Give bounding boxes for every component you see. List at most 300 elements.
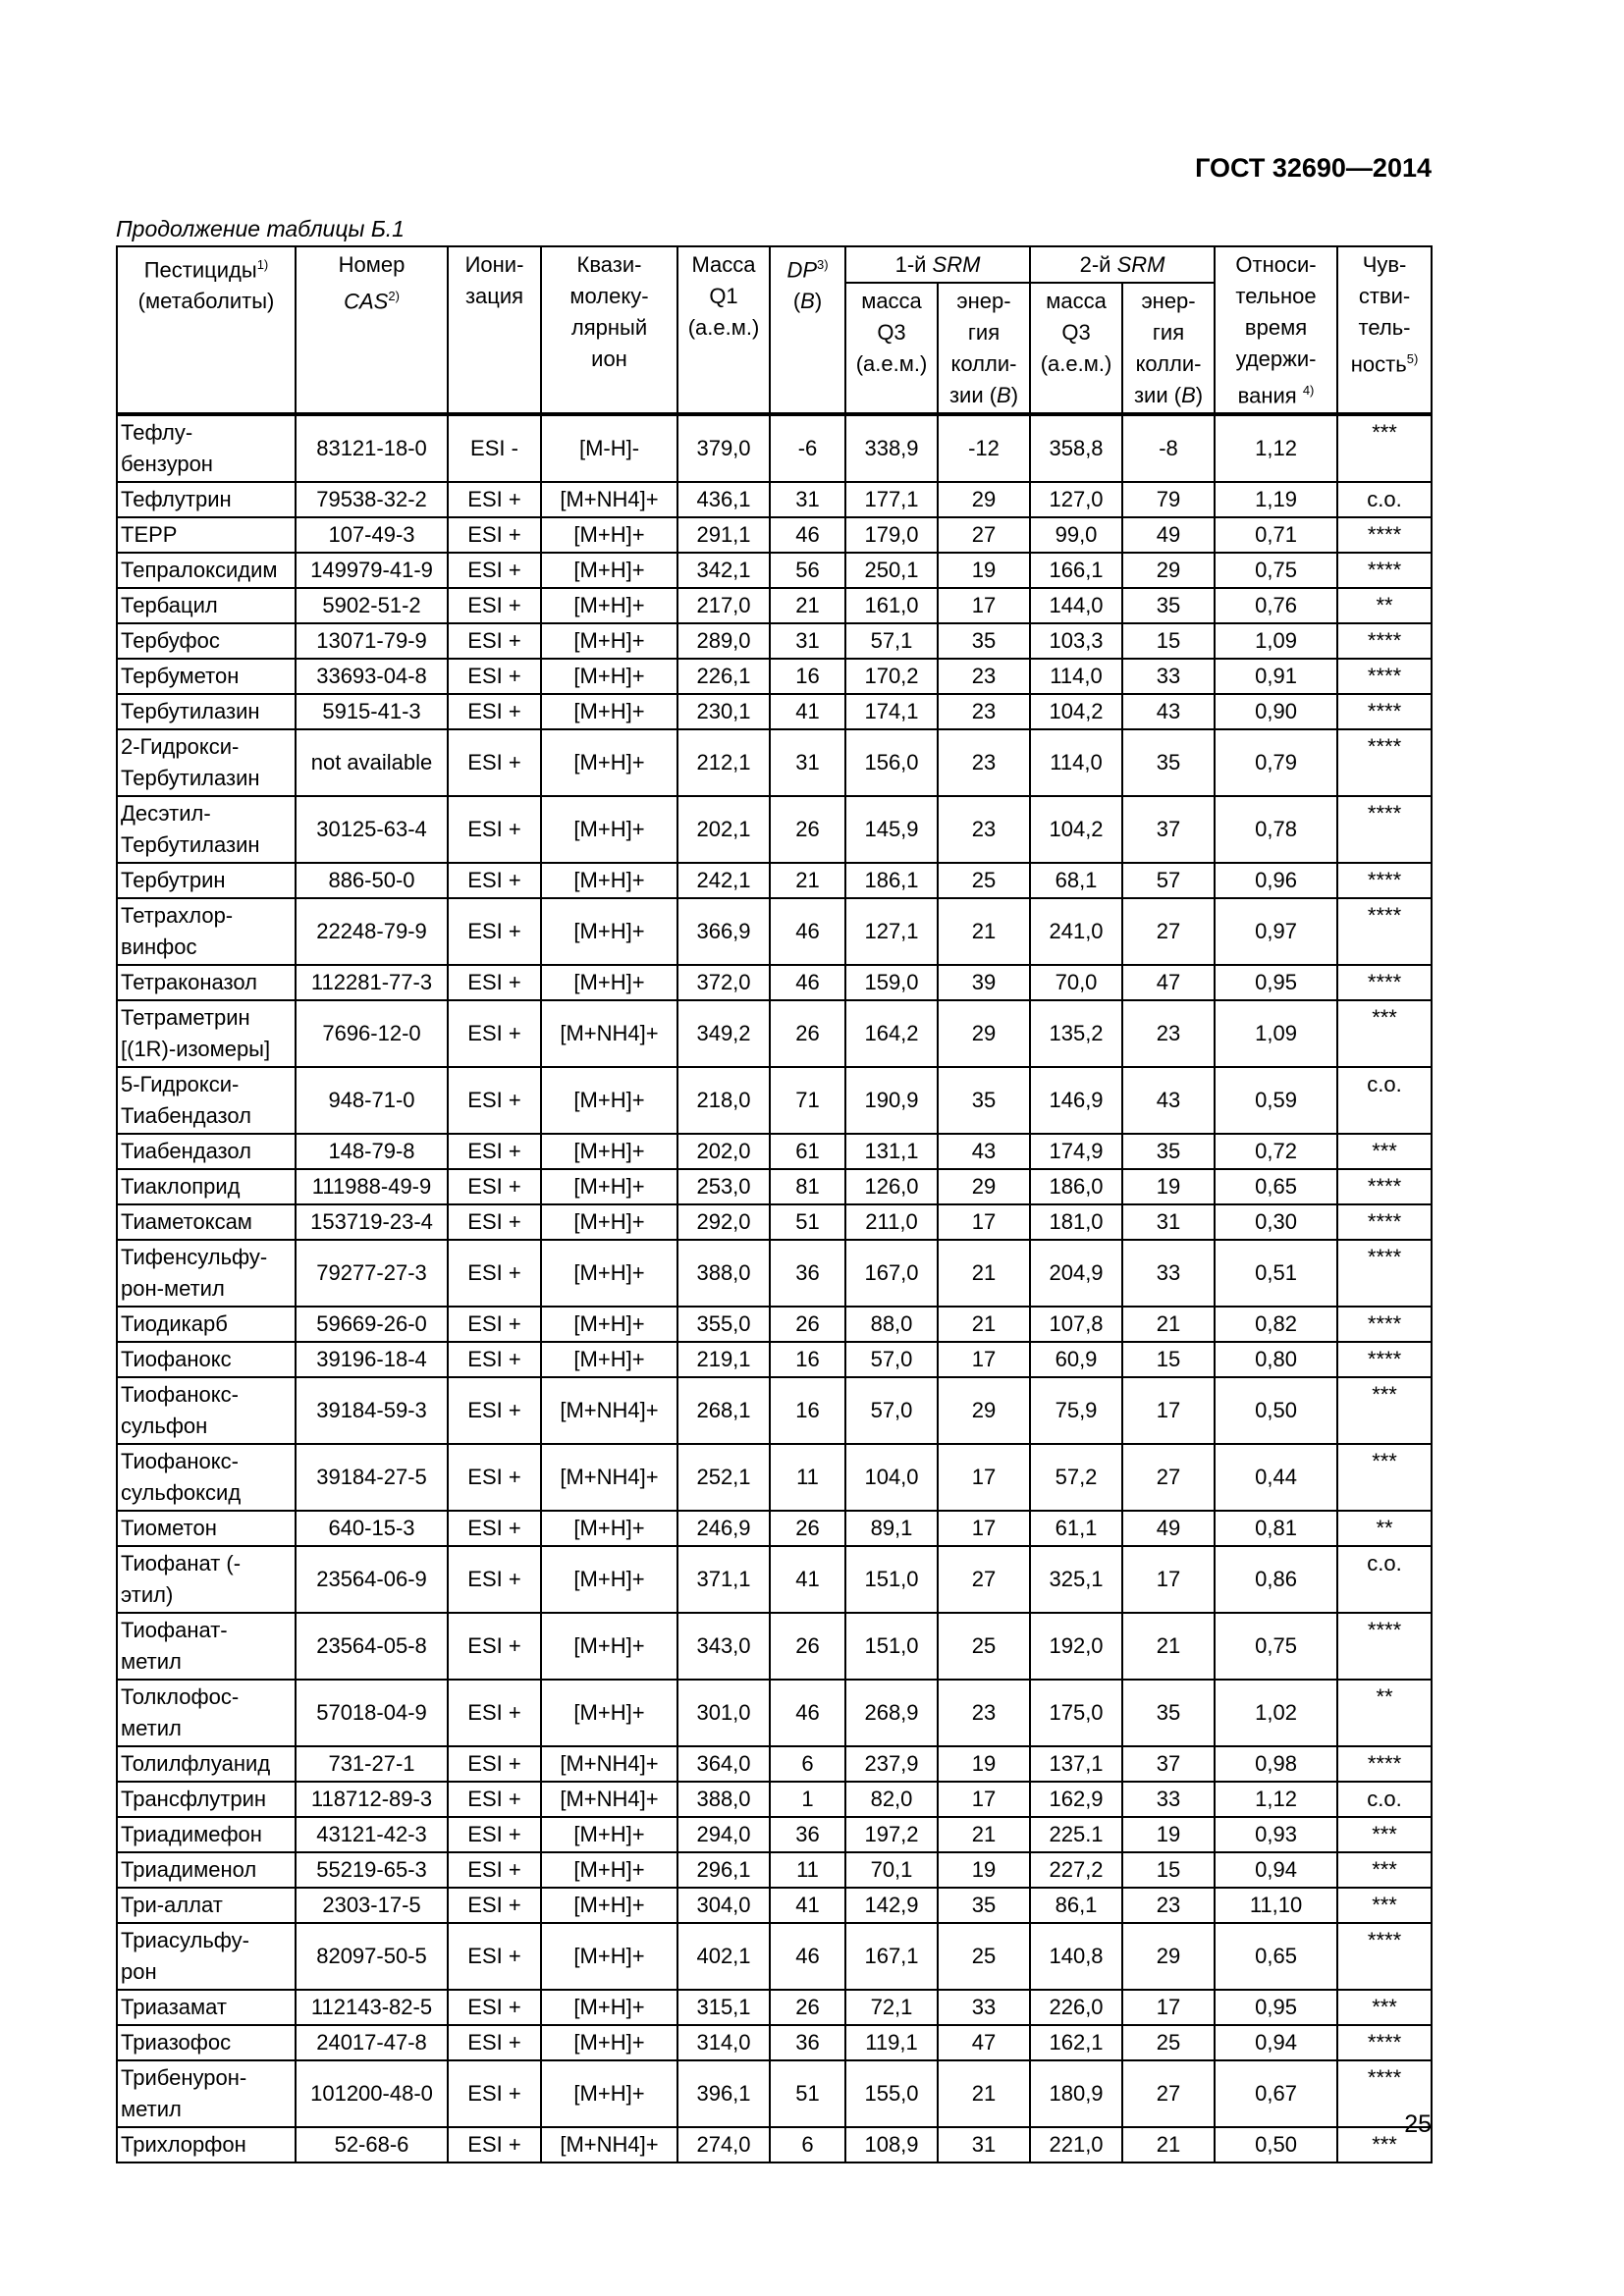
cell-srm1-energy: 17 — [938, 1444, 1030, 1511]
cell-ionization: ESI + — [448, 1342, 541, 1377]
table-row — [117, 1067, 1432, 1134]
cell-name: Тиаметоксам — [117, 1204, 296, 1240]
cell-ionization: ESI + — [448, 1307, 541, 1342]
cell-srm1-q3: 338,9 — [845, 414, 938, 482]
cell-srm1-q3: 177,1 — [845, 482, 938, 517]
cell-srm2-q3: 226,0 — [1030, 1990, 1122, 2025]
cell-ionization: ESI + — [448, 1680, 541, 1746]
header-srm1-energy: энер- гия колли- зии (B) — [938, 283, 1030, 414]
cell-srm1-energy: 29 — [938, 1000, 1030, 1067]
table-row — [117, 1817, 1432, 1852]
cell-srm1-q3: 145,9 — [845, 796, 938, 863]
cell-name: Тербуметон — [117, 659, 296, 694]
cell-dp: 36 — [770, 1817, 845, 1852]
cell-sens: ** — [1337, 1511, 1432, 1546]
cell-ion: [M+H]+ — [541, 2025, 677, 2060]
cell-srm1-q3: 72,1 — [845, 1990, 938, 2025]
cell-rt: 0,72 — [1215, 1134, 1337, 1169]
cell-srm2-energy: 35 — [1122, 588, 1215, 623]
cell-srm1-energy: 23 — [938, 796, 1030, 863]
cell-srm2-energy: 43 — [1122, 694, 1215, 729]
cell-sens: c.o. — [1337, 1546, 1432, 1613]
cell-q1: 366,9 — [677, 898, 770, 965]
cell-name: Тепралоксидим — [117, 553, 296, 588]
cell-srm2-energy: 35 — [1122, 1680, 1215, 1746]
cell-srm2-q3: 162,9 — [1030, 1782, 1122, 1817]
cell-srm2-energy: 19 — [1122, 1817, 1215, 1852]
cell-name: Тиофанат (- этил) — [117, 1546, 296, 1613]
cell-sens: **** — [1337, 1204, 1432, 1240]
cell-ion: [M+H]+ — [541, 553, 677, 588]
table-row — [117, 796, 1432, 863]
cell-srm2-energy: 43 — [1122, 1067, 1215, 1134]
cell-name: Тербутилазин — [117, 694, 296, 729]
cell-srm1-q3: 126,0 — [845, 1169, 938, 1204]
table-row — [117, 1613, 1432, 1680]
cell-cas: 52-68-6 — [296, 2127, 448, 2163]
cell-ion: [M+H]+ — [541, 1546, 677, 1613]
cell-rt: 1,19 — [1215, 482, 1337, 517]
cell-sens: *** — [1337, 1444, 1432, 1511]
cell-ionization: ESI + — [448, 863, 541, 898]
cell-cas: 57018-04-9 — [296, 1680, 448, 1746]
cell-srm1-q3: 57,0 — [845, 1342, 938, 1377]
cell-ionization: ESI + — [448, 1067, 541, 1134]
cell-srm1-energy: 21 — [938, 2060, 1030, 2127]
table-row — [117, 1511, 1432, 1546]
cell-srm1-q3: 237,9 — [845, 1746, 938, 1782]
table-row — [117, 1307, 1432, 1342]
cell-ionization: ESI + — [448, 1546, 541, 1613]
cell-srm2-q3: 162,1 — [1030, 2025, 1122, 2060]
cell-cas: 7696-12-0 — [296, 1000, 448, 1067]
cell-srm2-energy: 17 — [1122, 1990, 1215, 2025]
cell-cas: 23564-05-8 — [296, 1613, 448, 1680]
cell-ionization: ESI + — [448, 1377, 541, 1444]
cell-dp: 46 — [770, 898, 845, 965]
cell-srm2-energy: 33 — [1122, 1782, 1215, 1817]
cell-name: Толклофос- метил — [117, 1680, 296, 1746]
cell-name: Триазамат — [117, 1990, 296, 2025]
table-row — [117, 729, 1432, 796]
document-standard-code: ГОСТ 32690—2014 — [1195, 153, 1432, 183]
cell-srm1-energy: 21 — [938, 1817, 1030, 1852]
cell-rt: 0,50 — [1215, 2127, 1337, 2163]
cell-name: Трихлорфон — [117, 2127, 296, 2163]
cell-srm2-q3: 325,1 — [1030, 1546, 1122, 1613]
cell-srm2-energy: 79 — [1122, 482, 1215, 517]
cell-name: Триазофос — [117, 2025, 296, 2060]
cell-ionization: ESI + — [448, 1204, 541, 1240]
cell-srm1-energy: 23 — [938, 1680, 1030, 1746]
cell-cas: 33693-04-8 — [296, 659, 448, 694]
cell-sens: **** — [1337, 1746, 1432, 1782]
cell-q1: 291,1 — [677, 517, 770, 553]
cell-dp: 26 — [770, 796, 845, 863]
table-row — [117, 1240, 1432, 1307]
cell-q1: 304,0 — [677, 1888, 770, 1923]
cell-q1: 253,0 — [677, 1169, 770, 1204]
table-row — [117, 1169, 1432, 1204]
cell-name: Тиофанокс- сульфоксид — [117, 1444, 296, 1511]
cell-srm2-q3: 61,1 — [1030, 1511, 1122, 1546]
header-srm2: 2-й SRM — [1030, 246, 1215, 283]
cell-ionization: ESI + — [448, 898, 541, 965]
cell-ionization: ESI + — [448, 1888, 541, 1923]
cell-ionization: ESI + — [448, 2127, 541, 2163]
cell-srm2-energy: 21 — [1122, 2127, 1215, 2163]
cell-sens: **** — [1337, 517, 1432, 553]
cell-srm2-energy: 33 — [1122, 659, 1215, 694]
cell-cas: 55219-65-3 — [296, 1852, 448, 1888]
header-ion: Квази- молеку- лярный ион — [541, 246, 677, 414]
cell-srm2-q3: 75,9 — [1030, 1377, 1122, 1444]
cell-srm2-q3: 127,0 — [1030, 482, 1122, 517]
cell-cas: 101200-48-0 — [296, 2060, 448, 2127]
pesticide-table — [116, 245, 1433, 2163]
cell-srm1-q3: 104,0 — [845, 1444, 938, 1511]
cell-cas: 39184-59-3 — [296, 1377, 448, 1444]
cell-ionization: ESI + — [448, 1613, 541, 1680]
cell-sens: *** — [1337, 1134, 1432, 1169]
cell-rt: 0,81 — [1215, 1511, 1337, 1546]
table-caption: Продолжение таблицы Б.1 — [116, 216, 405, 241]
cell-srm1-energy: 29 — [938, 1169, 1030, 1204]
cell-rt: 11,10 — [1215, 1888, 1337, 1923]
cell-cas: 153719-23-4 — [296, 1204, 448, 1240]
cell-q1: 315,1 — [677, 1990, 770, 2025]
cell-srm2-q3: 57,2 — [1030, 1444, 1122, 1511]
cell-srm2-energy: 15 — [1122, 1852, 1215, 1888]
cell-sens: **** — [1337, 1307, 1432, 1342]
table-row — [117, 898, 1432, 965]
cell-name: Тиабендазол — [117, 1134, 296, 1169]
cell-ionization: ESI + — [448, 1134, 541, 1169]
cell-srm1-q3: 155,0 — [845, 2060, 938, 2127]
cell-dp: 16 — [770, 1342, 845, 1377]
cell-srm2-energy: 29 — [1122, 1923, 1215, 1990]
table-row — [117, 414, 1432, 482]
cell-ion: [M+NH4]+ — [541, 1782, 677, 1817]
cell-sens: **** — [1337, 898, 1432, 965]
table-row — [117, 1680, 1432, 1746]
cell-rt: 0,50 — [1215, 1377, 1337, 1444]
cell-sens: *** — [1337, 1000, 1432, 1067]
cell-name: 2-Гидрокси- Тербутилазин — [117, 729, 296, 796]
cell-q1: 388,0 — [677, 1782, 770, 1817]
cell-rt: 0,95 — [1215, 965, 1337, 1000]
cell-name: Тиофанокс — [117, 1342, 296, 1377]
cell-q1: 219,1 — [677, 1342, 770, 1377]
cell-ion: [M+H]+ — [541, 2060, 677, 2127]
cell-ion: [M+H]+ — [541, 1680, 677, 1746]
cell-srm2-q3: 204,9 — [1030, 1240, 1122, 1307]
cell-dp: 31 — [770, 482, 845, 517]
cell-ionization: ESI + — [448, 965, 541, 1000]
cell-srm2-q3: 70,0 — [1030, 965, 1122, 1000]
cell-name: Трибенурон- метил — [117, 2060, 296, 2127]
cell-dp: -6 — [770, 414, 845, 482]
table-row — [117, 1546, 1432, 1613]
cell-ion: [M+H]+ — [541, 1067, 677, 1134]
cell-cas: 112281-77-3 — [296, 965, 448, 1000]
cell-name: 5-Гидрокси- Тиабендазол — [117, 1067, 296, 1134]
cell-dp: 31 — [770, 623, 845, 659]
cell-ion: [M+H]+ — [541, 1342, 677, 1377]
cell-sens: **** — [1337, 694, 1432, 729]
cell-name: Тефлутрин — [117, 482, 296, 517]
cell-rt: 0,96 — [1215, 863, 1337, 898]
cell-srm1-energy: 21 — [938, 898, 1030, 965]
cell-srm2-q3: 181,0 — [1030, 1204, 1122, 1240]
cell-cas: 118712-89-3 — [296, 1782, 448, 1817]
cell-cas: 59669-26-0 — [296, 1307, 448, 1342]
cell-srm1-q3: 197,2 — [845, 1817, 938, 1852]
cell-name: Тиофанат- метил — [117, 1613, 296, 1680]
cell-dp: 46 — [770, 1923, 845, 1990]
cell-ion: [M+H]+ — [541, 623, 677, 659]
cell-dp: 6 — [770, 2127, 845, 2163]
cell-srm1-energy: 35 — [938, 1888, 1030, 1923]
cell-dp: 41 — [770, 694, 845, 729]
cell-q1: 379,0 — [677, 414, 770, 482]
cell-q1: 268,1 — [677, 1377, 770, 1444]
cell-ionization: ESI + — [448, 1852, 541, 1888]
cell-q1: 246,9 — [677, 1511, 770, 1546]
cell-q1: 202,1 — [677, 796, 770, 863]
cell-srm1-energy: 19 — [938, 1852, 1030, 1888]
cell-name: Тиаклоприд — [117, 1169, 296, 1204]
cell-srm2-energy: 37 — [1122, 1746, 1215, 1782]
cell-ion: [M+NH4]+ — [541, 1377, 677, 1444]
cell-ionization: ESI + — [448, 1240, 541, 1307]
cell-name: TEPP — [117, 517, 296, 553]
cell-cas: 111988-49-9 — [296, 1169, 448, 1204]
cell-ionization: ESI + — [448, 1990, 541, 2025]
cell-cas: 43121-42-3 — [296, 1817, 448, 1852]
cell-q1: 252,1 — [677, 1444, 770, 1511]
cell-cas: 39196-18-4 — [296, 1342, 448, 1377]
cell-srm2-energy: 21 — [1122, 1307, 1215, 1342]
cell-srm1-q3: 127,1 — [845, 898, 938, 965]
cell-srm1-energy: 17 — [938, 1204, 1030, 1240]
cell-name: Тиометон — [117, 1511, 296, 1546]
table-row — [117, 553, 1432, 588]
header-ionization: Иони- зация — [448, 246, 541, 414]
cell-srm1-energy: 17 — [938, 1342, 1030, 1377]
cell-ion: [M+NH4]+ — [541, 1746, 677, 1782]
cell-cas: 30125-63-4 — [296, 796, 448, 863]
cell-name: Трансфлутрин — [117, 1782, 296, 1817]
cell-ion: [M+NH4]+ — [541, 1444, 677, 1511]
cell-srm1-energy: 33 — [938, 1990, 1030, 2025]
table-row — [117, 694, 1432, 729]
cell-dp: 1 — [770, 1782, 845, 1817]
cell-q1: 355,0 — [677, 1307, 770, 1342]
cell-ionization: ESI + — [448, 1782, 541, 1817]
cell-srm2-q3: 86,1 — [1030, 1888, 1122, 1923]
cell-cas: 886-50-0 — [296, 863, 448, 898]
cell-cas: 731-27-1 — [296, 1746, 448, 1782]
cell-sens: *** — [1337, 1888, 1432, 1923]
cell-rt: 0,90 — [1215, 694, 1337, 729]
cell-rt: 0,82 — [1215, 1307, 1337, 1342]
cell-dp: 41 — [770, 1888, 845, 1923]
cell-srm2-q3: 114,0 — [1030, 659, 1122, 694]
cell-sens: **** — [1337, 2060, 1432, 2127]
cell-ion: [M+H]+ — [541, 898, 677, 965]
cell-cas: 23564-06-9 — [296, 1546, 448, 1613]
cell-ionization: ESI + — [448, 553, 541, 588]
cell-sens: *** — [1337, 414, 1432, 482]
cell-name: Тиофанокс- сульфон — [117, 1377, 296, 1444]
cell-name: Триасульфу- рон — [117, 1923, 296, 1990]
cell-srm2-energy: 33 — [1122, 1240, 1215, 1307]
table-row — [117, 1204, 1432, 1240]
cell-dp: 26 — [770, 1613, 845, 1680]
cell-srm2-energy: 15 — [1122, 1342, 1215, 1377]
cell-srm1-q3: 161,0 — [845, 588, 938, 623]
cell-srm2-energy: 19 — [1122, 1169, 1215, 1204]
cell-srm2-q3: 104,2 — [1030, 796, 1122, 863]
cell-srm2-q3: 137,1 — [1030, 1746, 1122, 1782]
cell-sens: *** — [1337, 1990, 1432, 2025]
cell-ion: [M+H]+ — [541, 1990, 677, 2025]
table-row — [117, 1923, 1432, 1990]
cell-cas: 148-79-8 — [296, 1134, 448, 1169]
cell-srm1-q3: 167,1 — [845, 1923, 938, 1990]
cell-srm2-q3: 99,0 — [1030, 517, 1122, 553]
cell-dp: 51 — [770, 1204, 845, 1240]
cell-ion: [M+H]+ — [541, 1204, 677, 1240]
cell-dp: 21 — [770, 588, 845, 623]
cell-q1: 274,0 — [677, 2127, 770, 2163]
cell-srm1-energy: 31 — [938, 2127, 1030, 2163]
header-dp: DP$^{3)}$ (B) — [770, 246, 845, 414]
table-row — [117, 482, 1432, 517]
cell-name: Тербацил — [117, 588, 296, 623]
cell-dp: 11 — [770, 1444, 845, 1511]
cell-cas: 640-15-3 — [296, 1511, 448, 1546]
cell-srm2-q3: 103,3 — [1030, 623, 1122, 659]
cell-rt: 0,86 — [1215, 1546, 1337, 1613]
header-srm2-mass-q3: масса Q3 (а.е.м.) — [1030, 283, 1122, 414]
cell-srm2-q3: 114,0 — [1030, 729, 1122, 796]
cell-dp: 61 — [770, 1134, 845, 1169]
cell-srm2-q3: 358,8 — [1030, 414, 1122, 482]
cell-name: Тетраконазол — [117, 965, 296, 1000]
cell-sens: c.o. — [1337, 1067, 1432, 1134]
cell-srm1-energy: 23 — [938, 659, 1030, 694]
header-pesticide: Пестициды$^{1)}$ (метаболиты) — [117, 246, 296, 414]
header-srm2-energy: энер- гия колли- зии (B) — [1122, 283, 1215, 414]
cell-ionization: ESI + — [448, 2025, 541, 2060]
cell-sens: **** — [1337, 2025, 1432, 2060]
cell-q1: 226,1 — [677, 659, 770, 694]
cell-srm2-q3: 140,8 — [1030, 1923, 1122, 1990]
cell-ion: [M+H]+ — [541, 965, 677, 1000]
cell-ion: [M+H]+ — [541, 694, 677, 729]
cell-ion: [M+H]+ — [541, 1888, 677, 1923]
cell-srm2-q3: 175,0 — [1030, 1680, 1122, 1746]
cell-sens: **** — [1337, 796, 1432, 863]
cell-cas: 107-49-3 — [296, 517, 448, 553]
cell-srm2-energy: 29 — [1122, 553, 1215, 588]
cell-name: Тербуфос — [117, 623, 296, 659]
cell-srm1-q3: 82,0 — [845, 1782, 938, 1817]
cell-srm1-energy: 35 — [938, 1067, 1030, 1134]
cell-ion: [M-H]- — [541, 414, 677, 482]
cell-cas: 79538-32-2 — [296, 482, 448, 517]
cell-srm1-q3: 131,1 — [845, 1134, 938, 1169]
cell-srm1-energy: -12 — [938, 414, 1030, 482]
cell-sens: c.o. — [1337, 482, 1432, 517]
cell-q1: 343,0 — [677, 1613, 770, 1680]
table-row — [117, 1377, 1432, 1444]
cell-name: Тербутрин — [117, 863, 296, 898]
cell-ionization: ESI + — [448, 588, 541, 623]
cell-ion: [M+H]+ — [541, 1511, 677, 1546]
cell-sens: ** — [1337, 588, 1432, 623]
cell-dp: 26 — [770, 1000, 845, 1067]
cell-srm2-q3: 166,1 — [1030, 553, 1122, 588]
cell-dp: 46 — [770, 517, 845, 553]
cell-q1: 230,1 — [677, 694, 770, 729]
cell-ionization: ESI - — [448, 414, 541, 482]
cell-cas: 79277-27-3 — [296, 1240, 448, 1307]
cell-rt: 0,95 — [1215, 1990, 1337, 2025]
cell-srm1-energy: 29 — [938, 1377, 1030, 1444]
cell-ionization: ESI + — [448, 517, 541, 553]
cell-srm2-q3: 107,8 — [1030, 1307, 1122, 1342]
cell-srm1-q3: 186,1 — [845, 863, 938, 898]
table-row — [117, 2025, 1432, 2060]
cell-srm2-energy: 15 — [1122, 623, 1215, 659]
cell-srm2-energy: 17 — [1122, 1377, 1215, 1444]
cell-srm1-energy: 25 — [938, 863, 1030, 898]
cell-rt: 0,94 — [1215, 2025, 1337, 2060]
table-row — [117, 2060, 1432, 2127]
cell-srm2-energy: 27 — [1122, 898, 1215, 965]
cell-cas: 5902-51-2 — [296, 588, 448, 623]
cell-srm2-q3: 221,0 — [1030, 2127, 1122, 2163]
cell-dp: 31 — [770, 729, 845, 796]
cell-q1: 296,1 — [677, 1852, 770, 1888]
table-row — [117, 1888, 1432, 1923]
cell-srm1-q3: 108,9 — [845, 2127, 938, 2163]
cell-srm1-q3: 57,1 — [845, 623, 938, 659]
cell-ion: [M+NH4]+ — [541, 482, 677, 517]
table-row — [117, 1852, 1432, 1888]
cell-ion: [M+H]+ — [541, 1613, 677, 1680]
cell-dp: 11 — [770, 1852, 845, 1888]
cell-srm1-q3: 190,9 — [845, 1067, 938, 1134]
cell-srm2-energy: 27 — [1122, 1444, 1215, 1511]
cell-srm2-energy: 31 — [1122, 1204, 1215, 1240]
cell-srm1-q3: 211,0 — [845, 1204, 938, 1240]
table-row — [117, 1000, 1432, 1067]
cell-sens: **** — [1337, 1342, 1432, 1377]
cell-srm1-energy: 23 — [938, 729, 1030, 796]
table-row — [117, 659, 1432, 694]
cell-cas: 83121-18-0 — [296, 414, 448, 482]
cell-ionization: ESI + — [448, 482, 541, 517]
cell-srm1-energy: 43 — [938, 1134, 1030, 1169]
page-number: 25 — [1404, 2110, 1432, 2138]
cell-dp: 36 — [770, 2025, 845, 2060]
cell-q1: 396,1 — [677, 2060, 770, 2127]
cell-ionization: ESI + — [448, 1000, 541, 1067]
